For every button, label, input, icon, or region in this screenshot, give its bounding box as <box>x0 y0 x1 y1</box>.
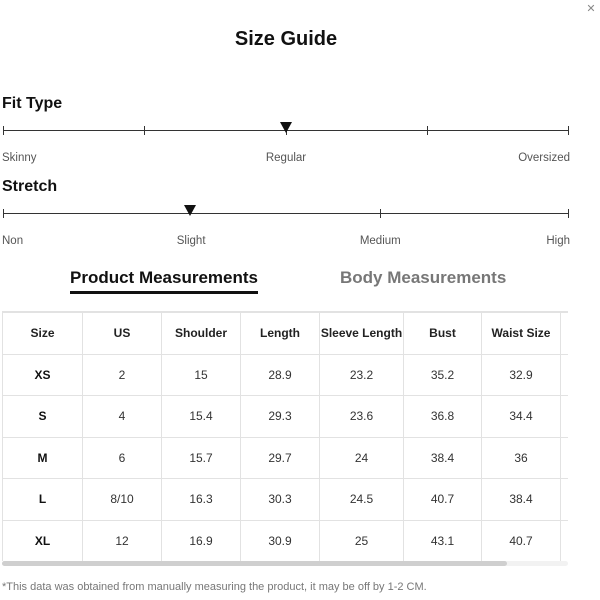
table-cell: 15 <box>162 354 241 396</box>
measurement-disclaimer: *This data was obtained from manually measuring the product, it may be off by 1-2 CM. <box>2 581 427 593</box>
table-cell: 36.8 <box>404 396 482 438</box>
page-title: Size Guide <box>234 28 338 50</box>
header-sleeve-length: Sleeve Length <box>320 313 404 355</box>
tab-body-measurements[interactable]: Body Measurements <box>340 268 507 287</box>
fit-type-title: Fit Type <box>2 95 63 112</box>
table-cell: 40.7 <box>482 520 561 561</box>
stretch-scale-line <box>3 213 569 214</box>
table-row <box>3 354 569 396</box>
fit-type-option-oversized: Oversized <box>518 152 570 164</box>
table-cell: M <box>3 437 83 479</box>
table-cell: 28.9 <box>241 354 320 396</box>
table-cell: 40.7 <box>404 479 482 521</box>
close-icon[interactable]: ✕ <box>586 3 596 15</box>
measurement-tabs <box>0 268 600 298</box>
stretch-labels <box>2 235 570 249</box>
table-overflow-cell <box>561 520 569 561</box>
table-cell: 30.9 <box>241 520 320 561</box>
stretch-scale <box>3 209 569 219</box>
fit-type-tick <box>427 126 428 135</box>
table-overflow-cell <box>561 396 569 438</box>
table-cell: 8/10 <box>83 479 162 521</box>
table-cell: 30.3 <box>241 479 320 521</box>
table-cell: 16.9 <box>162 520 241 561</box>
table-cell: XS <box>3 354 83 396</box>
fit-type-tick <box>3 126 4 135</box>
table-cell: 35.2 <box>404 354 482 396</box>
table-overflow-cell <box>561 354 569 396</box>
header-overflow-cell <box>561 313 569 355</box>
table-cell: L <box>3 479 83 521</box>
stretch-option-slight: Slight <box>176 235 206 247</box>
table-horizontal-scrollbar[interactable] <box>2 561 568 566</box>
table-cell: 29.7 <box>241 437 320 479</box>
table-cell: 43.1 <box>404 520 482 561</box>
table-cell: 38.4 <box>404 437 482 479</box>
header-length: Length <box>241 313 320 355</box>
header-size: Size <box>3 313 83 355</box>
table-cell: 15.4 <box>162 396 241 438</box>
table-row <box>3 396 569 438</box>
stretch-marker-icon <box>184 205 196 216</box>
table-cell: 34.4 <box>482 396 561 438</box>
table-row <box>3 437 569 479</box>
table-cell: 25 <box>320 520 404 561</box>
header-bust: Bust <box>404 313 482 355</box>
stretch-tick <box>380 209 381 218</box>
fit-type-scale <box>3 126 569 136</box>
stretch-option-high: High <box>546 235 570 247</box>
fit-type-option-regular: Regular <box>265 152 307 164</box>
header-us: US <box>83 313 162 355</box>
table-overflow-cell <box>561 437 569 479</box>
size-table <box>2 312 568 561</box>
table-cell: 23.2 <box>320 354 404 396</box>
table-cell: 36 <box>482 437 561 479</box>
header-shoulder: Shoulder <box>162 313 241 355</box>
table-cell: 12 <box>83 520 162 561</box>
table-cell: 29.3 <box>241 396 320 438</box>
stretch-option-non: Non <box>2 235 24 247</box>
table-header-row <box>3 313 569 355</box>
table-cell: 23.6 <box>320 396 404 438</box>
fit-type-option-skinny: Skinny <box>2 152 37 164</box>
table-cell: 15.7 <box>162 437 241 479</box>
stretch-title: Stretch <box>2 178 58 195</box>
table-cell: XL <box>3 520 83 561</box>
tab-product-measurements[interactable]: Product Measurements <box>70 268 258 294</box>
fit-type-marker-icon <box>280 122 292 133</box>
table-cell: 38.4 <box>482 479 561 521</box>
table-overflow-cell <box>561 479 569 521</box>
table-cell: S <box>3 396 83 438</box>
table-cell: 24.5 <box>320 479 404 521</box>
size-table-container[interactable] <box>2 311 568 561</box>
fit-type-tick <box>144 126 145 135</box>
header-waist-size: Waist Size <box>482 313 561 355</box>
stretch-tick <box>3 209 4 218</box>
table-cell: 24 <box>320 437 404 479</box>
table-row <box>3 479 569 521</box>
scrollbar-thumb[interactable] <box>2 561 507 566</box>
table-cell: 6 <box>83 437 162 479</box>
table-row <box>3 520 569 561</box>
table-cell: 16.3 <box>162 479 241 521</box>
table-cell: 2 <box>83 354 162 396</box>
stretch-tick <box>568 209 569 218</box>
fit-type-labels <box>2 152 570 166</box>
fit-type-tick <box>568 126 569 135</box>
table-cell: 32.9 <box>482 354 561 396</box>
stretch-option-medium: Medium <box>359 235 401 247</box>
table-cell: 4 <box>83 396 162 438</box>
